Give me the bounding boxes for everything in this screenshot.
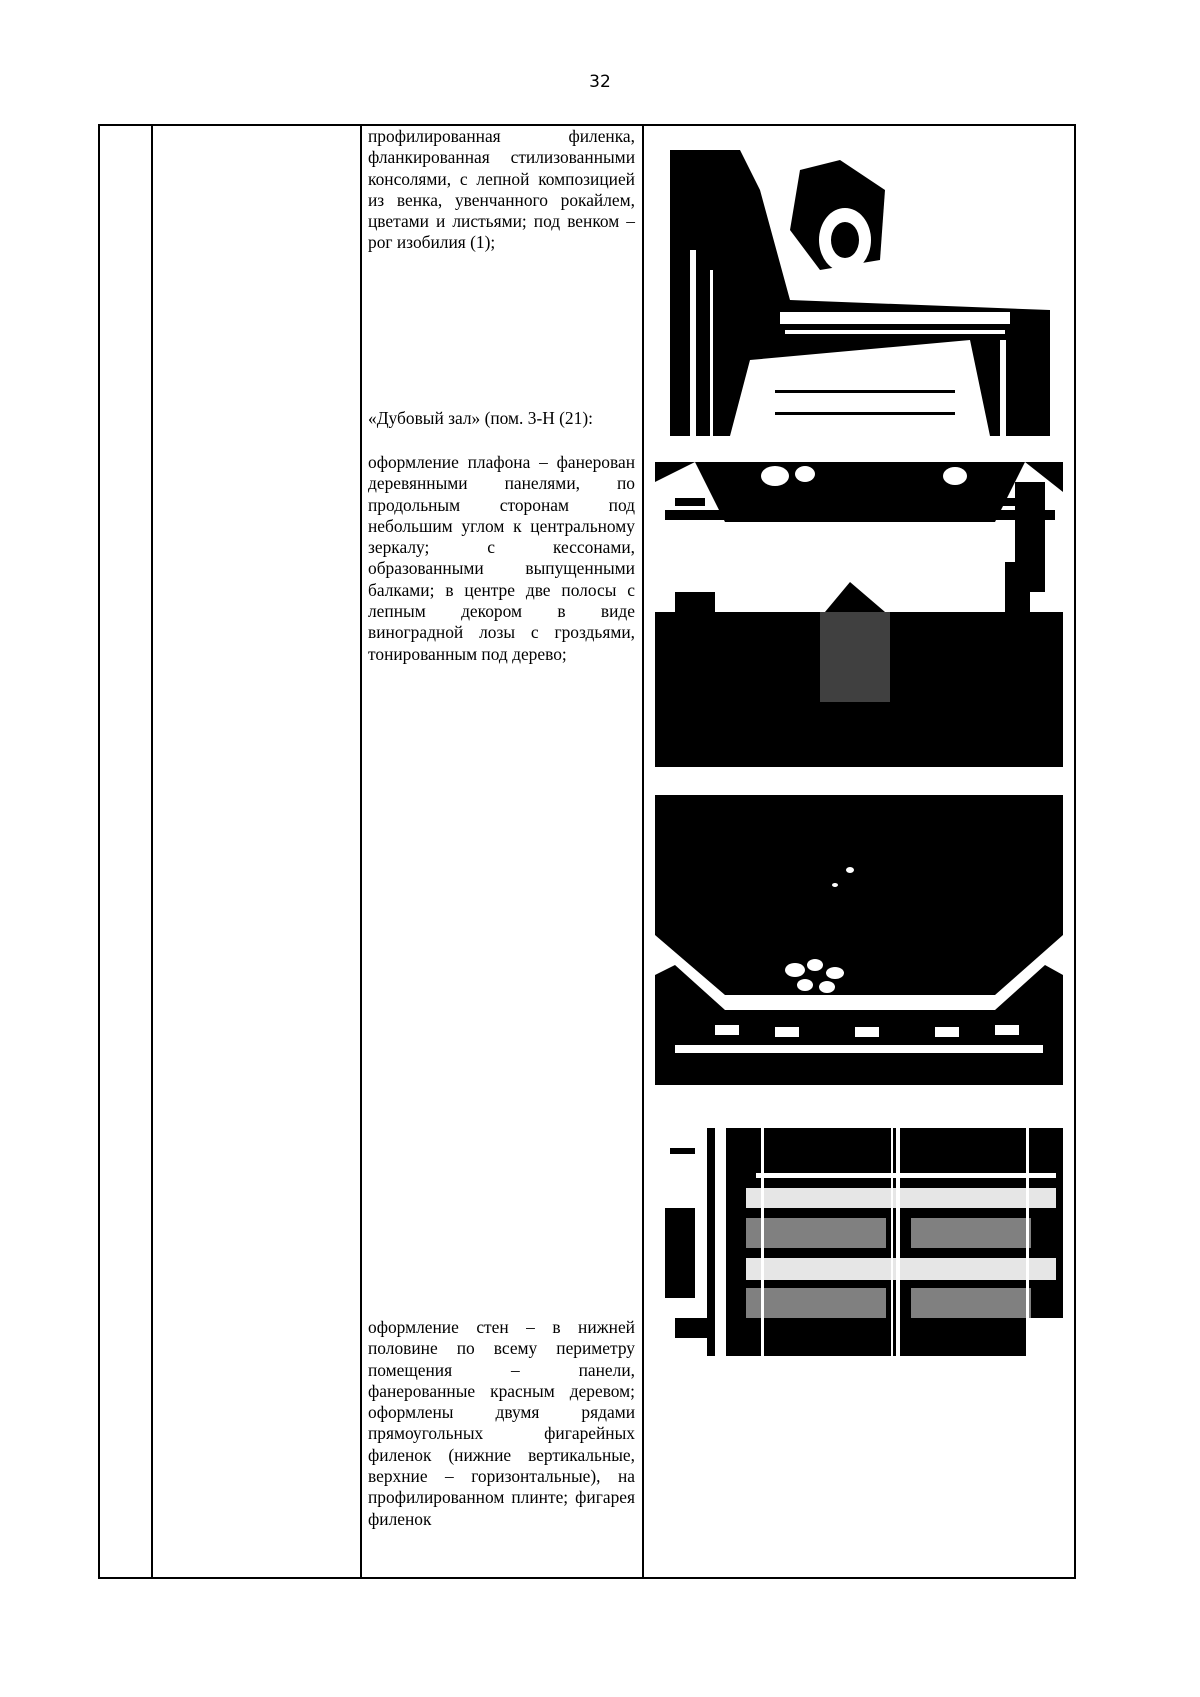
table-column-divider-1 (151, 124, 153, 1579)
table-column-divider-3 (642, 124, 644, 1579)
table-border-right (1074, 124, 1076, 1579)
photo-oak-hall-ceiling (655, 795, 1063, 1100)
photo-wall-cartouche (670, 150, 1050, 436)
table-border-bottom (98, 1577, 1076, 1579)
description-paragraph-ceiling: оформление плафона – фанерован деревянными панелями, по продольным сторонам под небольшим углом к центральному зеркалу; с кессонами, образованными выпущенными балками; в центре две полосы с лепным декором в виде виноградной лозы с гроздьями, тонированным под дерево; (368, 452, 635, 664)
description-paragraph-cartouche: профилированная филенка, фланкированная стилизованными консолями, с лепной композицией из венка, увенчанного рокайлем, цветами и листьями; под венком – рог изобилия (1); (368, 126, 635, 253)
table-column-divider-2 (360, 124, 362, 1579)
photo-wall-panels (726, 1128, 1063, 1356)
description-paragraph-walls: оформление стен – в нижней половине по всему периметру помещения – панели, фанерованные красным деревом; оформлены двумя рядами прямоугольных фигарейных филенок (нижние вертикальные, верхние – горизонтальные), на профилированном плинте; фигарея филенок (368, 1317, 635, 1529)
page-number: 32 (589, 72, 611, 92)
photo-wall-panels-left-fragment (665, 1128, 721, 1356)
description-heading-oak-hall: «Дубовый зал» (пом. 3-Н (21): (368, 408, 593, 428)
photo-oak-hall-view (655, 462, 1063, 767)
table-border-left (98, 124, 100, 1579)
